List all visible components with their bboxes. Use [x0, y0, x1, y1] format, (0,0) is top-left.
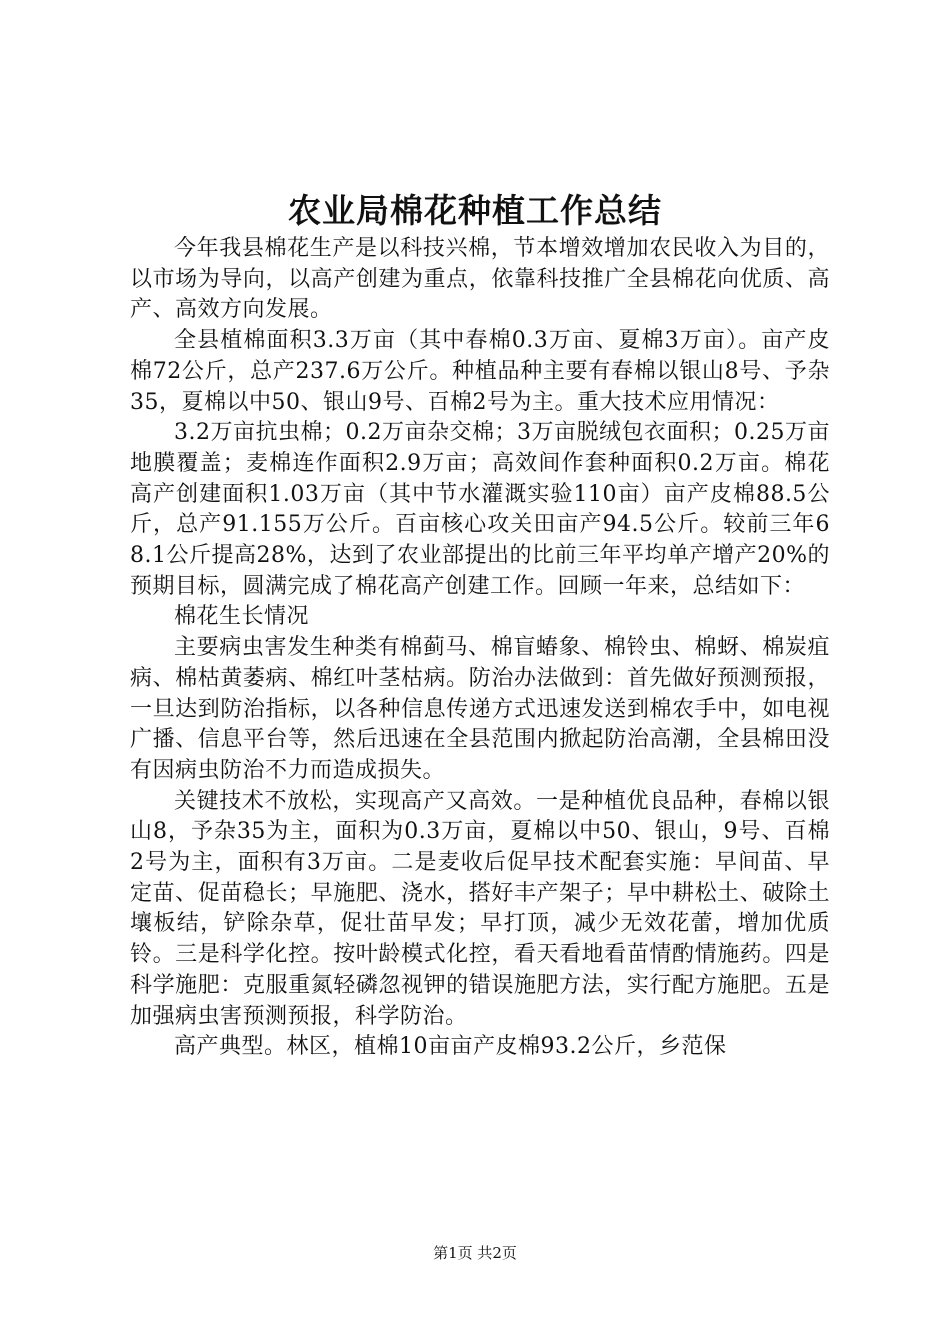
page-footer: 第1页 共2页 [433, 1244, 517, 1262]
paragraph-intro: 今年我县棉花生产是以科技兴棉，节本增效增加农民收入为目的，以市场为导向，以高产创建为重点，依靠科技推广全县棉花向优质、高产、高效方向发展。 [130, 236, 830, 323]
paragraph-planting-area: 全县植棉面积3.3万亩（其中春棉0.3万亩、夏棉3万亩）。亩产皮棉72公斤，总产237.6万公斤。种植品种主要有春棉以银山8号、予杂35，夏棉以中50、银山9号、百棉2号为主。重大技术应用情况： [130, 328, 830, 415]
document-body [130, 234, 830, 1063]
paragraph-pest-control: 主要病虫害发生种类有棉蓟马、棉盲蝽象、棉铃虫、棉蚜、棉炭疽病、棉枯黄萎病、棉红叶茎枯病。防治办法做到：首先做好预测预报，一旦达到防治指标，以各种信息传递方式迅速发送到棉农手中，如电视广播、信息平台等，然后迅速在全县范围内掀起防治高潮，全县棉田没有因病虫防治不力而造成损失。 [130, 635, 830, 783]
paragraph-key-techniques: 关键技术不放松，实现高产又高效。一是种植优良品种，春棉以银山8，予杂35为主，面积为0.3万亩，夏棉以中50、银山，9号、百棉2号为主，面积有3万亩。二是麦收后促早技术配套实施：早间苗、早定苗、促苗稳长；早施肥、浇水，搭好丰产架子；早中耕松土、破除土壤板结，铲除杂草，促壮苗早发；早打顶，减少无效花蕾，增加优质铃。三是科学化控。按叶龄模式化控，看天看地看苗情酌情施药。四是科学施肥：克服重氮轻磷忽视钾的错误施肥方法，实行配方施肥。五是加强病虫害预测预报，科学防治。 [130, 788, 830, 1029]
paragraph-high-yield-examples: 高产典型。林区，植棉10亩亩产皮棉93.2公斤，乡范保 [174, 1034, 727, 1060]
paragraph-technology-stats: 3.2万亩抗虫棉；0.2万亩杂交棉；3万亩脱绒包衣面积；0.25万亩地膜覆盖；麦棉连作面积2.9万亩；高效间作套种面积0.2万亩。棉花高产创建面积1.03万亩（其中节水灌溉实验110亩）亩产皮棉88.5公斤，总产91.155万公斤。百亩核心攻关田亩产94.5公斤。较前三年68.1公斤提高28%，达到了农业部提出的比前三年平均单产增产20%的预期目标，圆满完成了棉花高产创建工作。回顾一年来，总结如下： [130, 420, 830, 599]
document-title: 农业局棉花种植工作总结 [288, 191, 662, 230]
section-heading-growth: 棉花生长情况 [174, 604, 310, 630]
